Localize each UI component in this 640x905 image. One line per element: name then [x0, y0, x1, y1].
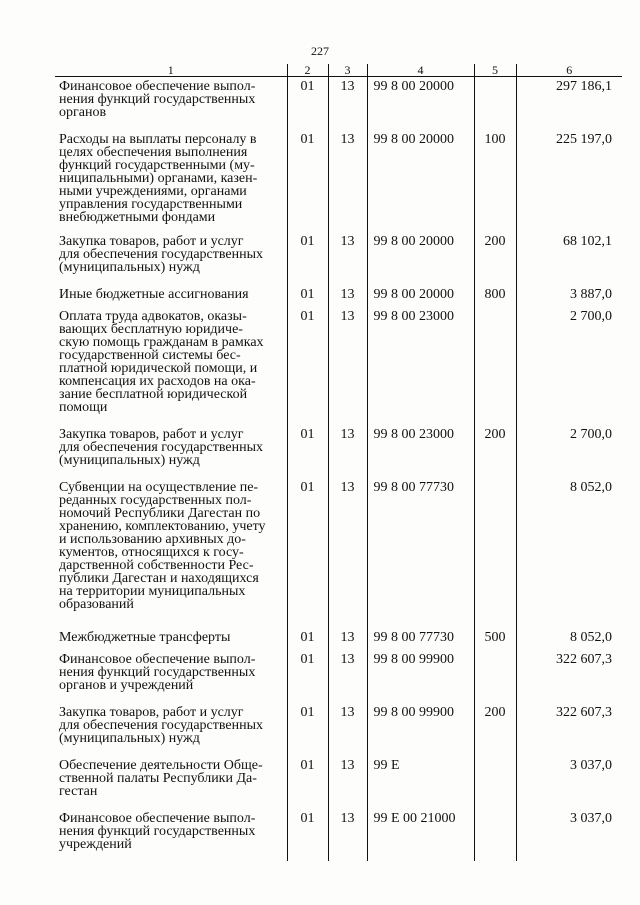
row-section-code [287, 628, 328, 650]
row-subsection-code-text: 13 [340, 757, 355, 773]
row-section-code-text: 01 [300, 704, 315, 720]
row-target-article-text: 99 8 00 20000 [373, 286, 454, 302]
row-amount-text: 322 607,3 [556, 651, 612, 667]
row-section-code [287, 756, 328, 809]
row-target-article [367, 756, 474, 809]
row-description-text: Иные бюджетные ассигнования [59, 286, 249, 302]
row-section-code [287, 232, 328, 285]
row-target-article-text: 99 Е [373, 757, 400, 773]
row-subsection-code-text: 13 [340, 233, 355, 249]
row-target-article-text: 99 8 00 23000 [373, 308, 454, 324]
row-section-code-text: 01 [300, 479, 315, 495]
row-description-text: Расходы на выплаты персоналу в целях обеспечения выполнения функций государственными (му- ниципальными) органами, казен- ными учреждениями, органами управления государственными внебюджетными фондами [59, 131, 258, 225]
row-target-article-text: 99 8 00 20000 [373, 79, 454, 94]
row-description-text: Закупка товаров, работ и услуг для обеспечения государственных (муниципальных) нужд [59, 704, 263, 746]
row-section-code [287, 130, 328, 232]
column-header-3: 3 [328, 64, 367, 77]
row-expense-type [474, 703, 516, 756]
row-section-code-text: 01 [300, 629, 315, 645]
row-description [55, 77, 287, 130]
row-target-article [367, 478, 474, 628]
table-row [55, 478, 622, 628]
row-target-article-text: 99 8 00 99900 [373, 704, 454, 720]
row-description [55, 478, 287, 628]
row-expense-type [474, 650, 516, 703]
row-subsection-code [328, 756, 367, 809]
row-subsection-code [328, 703, 367, 756]
row-target-article [367, 232, 474, 285]
row-section-code-text: 01 [300, 308, 315, 324]
row-section-code-text: 01 [300, 810, 315, 826]
row-amount-text: 322 607,3 [556, 704, 612, 720]
row-target-article [367, 307, 474, 425]
row-subsection-code-text: 13 [340, 308, 355, 324]
row-subsection-code [328, 77, 367, 130]
table-row [55, 809, 622, 861]
row-subsection-code-text: 13 [340, 810, 355, 826]
row-section-code [287, 478, 328, 628]
row-target-article [367, 809, 474, 861]
table-row [55, 756, 622, 809]
row-subsection-code [328, 307, 367, 425]
row-description-text: Субвенции на осуществление пе- реданных государственных пол- номочий Республики Дагестан по хранению, комплектованию, учету и использованию архивных до- кументов, относящихся к госу- дарственной собственности Рес- публики Дагестан и находящихся на территории муниципальных образований [59, 479, 266, 612]
row-expense-type-text: 200 [484, 426, 506, 442]
column-header-2: 2 [287, 64, 328, 77]
table-row [55, 628, 622, 650]
row-expense-type [474, 628, 516, 650]
row-expense-type [474, 809, 516, 861]
row-amount [516, 703, 622, 756]
row-subsection-code-text: 13 [340, 651, 355, 667]
row-amount [516, 809, 622, 861]
row-subsection-code-text: 13 [340, 426, 355, 442]
table-row [55, 425, 622, 478]
row-expense-type [474, 130, 516, 232]
row-target-article-text: 99 8 00 20000 [373, 233, 454, 249]
row-expense-type-text: 200 [484, 704, 506, 720]
row-subsection-code-text: 13 [340, 131, 355, 147]
table-row [55, 285, 622, 307]
row-subsection-code [328, 232, 367, 285]
row-subsection-code [328, 650, 367, 703]
row-section-code-text: 01 [300, 426, 315, 442]
row-expense-type-text: 200 [484, 233, 506, 249]
row-description-text: Финансовое обеспечение выпол- нения функций государственных учреждений [59, 810, 256, 852]
row-amount [516, 650, 622, 703]
row-subsection-code [328, 478, 367, 628]
row-section-code-text: 01 [300, 286, 315, 302]
row-section-code [287, 425, 328, 478]
row-description [55, 307, 287, 425]
row-amount-text: 297 186,1 [556, 79, 612, 94]
row-target-article-text: 99 8 00 77730 [373, 629, 454, 645]
row-subsection-code-text: 13 [340, 79, 355, 94]
row-target-article [367, 285, 474, 307]
table-header-row [55, 64, 622, 77]
row-subsection-code-text: 13 [340, 629, 355, 645]
row-amount [516, 307, 622, 425]
row-description [55, 425, 287, 478]
row-subsection-code-text: 13 [340, 286, 355, 302]
row-target-article-text: 99 8 00 20000 [373, 131, 454, 147]
row-description-text: Финансовое обеспечение выпол- нения функций государственных органов [59, 79, 256, 120]
row-expense-type [474, 756, 516, 809]
row-description [55, 285, 287, 307]
row-section-code-text: 01 [300, 131, 315, 147]
row-description [55, 628, 287, 650]
row-subsection-code [328, 130, 367, 232]
row-expense-type [474, 285, 516, 307]
row-amount [516, 130, 622, 232]
table-row [55, 703, 622, 756]
row-description [55, 130, 287, 232]
row-section-code-text: 01 [300, 79, 315, 94]
column-header-5: 5 [474, 64, 516, 77]
row-description-text: Закупка товаров, работ и услуг для обеспечения государственных (муниципальных) нужд [59, 426, 263, 468]
row-amount [516, 425, 622, 478]
row-subsection-code [328, 285, 367, 307]
table-row [55, 232, 622, 285]
row-expense-type-text: 100 [484, 131, 506, 147]
table-row [55, 650, 622, 703]
row-section-code [287, 650, 328, 703]
row-amount-text: 68 102,1 [563, 233, 612, 249]
column-header-4: 4 [367, 64, 474, 77]
row-subsection-code-text: 13 [340, 704, 355, 720]
row-amount [516, 232, 622, 285]
row-description-text: Обеспечение деятельности Обще- ственной палаты Республики Да- гестан [59, 757, 263, 799]
row-amount-text: 3 887,0 [570, 286, 612, 302]
row-expense-type [474, 77, 516, 130]
row-section-code [287, 307, 328, 425]
row-section-code-text: 01 [300, 651, 315, 667]
row-target-article-text: 99 8 00 99900 [373, 651, 454, 667]
row-target-article [367, 650, 474, 703]
row-description [55, 650, 287, 703]
column-header-1: 1 [55, 64, 287, 77]
row-subsection-code-text: 13 [340, 479, 355, 495]
row-section-code [287, 703, 328, 756]
row-description [55, 809, 287, 861]
row-subsection-code [328, 809, 367, 861]
row-section-code-text: 01 [300, 757, 315, 773]
row-target-article-text: 99 8 00 77730 [373, 479, 454, 495]
row-amount-text: 2 700,0 [570, 426, 612, 442]
row-description-text: Финансовое обеспечение выпол- нения функций государственных органов и учреждений [59, 651, 256, 693]
row-description [55, 232, 287, 285]
row-description [55, 703, 287, 756]
row-amount [516, 478, 622, 628]
row-expense-type [474, 307, 516, 425]
row-target-article [367, 425, 474, 478]
row-expense-type-text: 500 [484, 629, 506, 645]
row-description [55, 756, 287, 809]
row-section-code [287, 285, 328, 307]
row-amount-text: 225 197,0 [556, 131, 612, 147]
budget-table [55, 63, 622, 852]
row-target-article [367, 703, 474, 756]
row-amount-text: 8 052,0 [570, 479, 612, 495]
table-row [55, 77, 622, 130]
row-amount [516, 628, 622, 650]
row-subsection-code [328, 628, 367, 650]
row-expense-type [474, 232, 516, 285]
column-header-6: 6 [516, 64, 622, 77]
row-amount [516, 77, 622, 130]
row-expense-type-text: 800 [484, 286, 506, 302]
row-target-article [367, 628, 474, 650]
row-section-code [287, 77, 328, 130]
row-amount-text: 3 037,0 [570, 810, 612, 826]
row-expense-type [474, 425, 516, 478]
page-number: 227 [311, 44, 329, 58]
row-amount [516, 285, 622, 307]
table-row [55, 130, 622, 232]
row-description-text: Межбюджетные трансферты [59, 629, 231, 645]
row-target-article-text: 99 Е 00 21000 [373, 810, 456, 826]
row-expense-type [474, 478, 516, 628]
row-target-article [367, 130, 474, 232]
table-row [55, 307, 622, 425]
row-description-text: Оплата труда адвокатов, оказы- вающих бесплатную юридиче- скую помощь гражданам в рамках государственной системы бес- платной юридической помощи, и компенсация их расходов на ока- зание бесплатной юридической помощи [59, 308, 264, 415]
row-amount-text: 2 700,0 [570, 308, 612, 324]
row-description-text: Закупка товаров, работ и услуг для обеспечения государственных (муниципальных) нужд [59, 233, 263, 275]
row-subsection-code [328, 425, 367, 478]
row-amount [516, 756, 622, 809]
row-target-article-text: 99 8 00 23000 [373, 426, 454, 442]
row-section-code [287, 809, 328, 861]
row-target-article [367, 77, 474, 130]
row-amount-text: 8 052,0 [570, 629, 612, 645]
row-amount-text: 3 037,0 [570, 757, 612, 773]
row-section-code-text: 01 [300, 233, 315, 249]
